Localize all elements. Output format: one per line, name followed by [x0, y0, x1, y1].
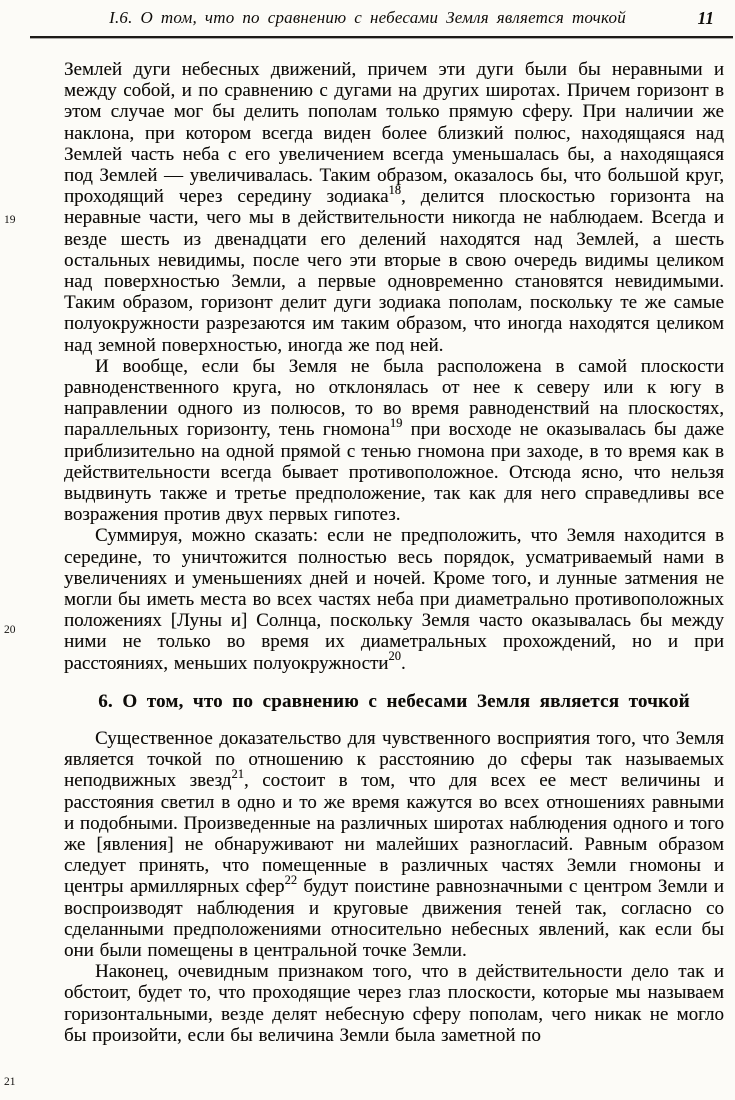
- paragraph: Наконец, очевидным признаком того, что в действительности дело так и обстоит, будет то, что проходящие через глаз плоскости, которые мы называем горизонтальными, везде делят небесную сферу пополам, чего никак не могло бы произойти, если бы величина Земли была заметной по: [64, 961, 724, 1046]
- running-header-title: I.6. О том, что по сравнению с небесами Земля является точкой: [109, 8, 626, 27]
- paragraph: Существенное доказательство для чувственного восприятия того, что Земля является точкой по отношению к расстоянию до сферы так называемых неподвижных звезд$^{21}$, состоит в том, что для всех ее мест величины и расстояния светил в одно и то же время кажутся во всех отношениях равными и подобными. Произведенные на различных широтах наблюдения одного и того же [явления] не обнаруживают ни малейших разногласий. Равным образом следует принять, что помещенные в различных частях Земли гномоны и центры армиллярных сфер$^{22}$ будут поистине равнозначными с центром Земли и воспроизводят наблюдения и круговые движения теней так, согласно со сделанными предположениями относительно небесных явлений, как если бы они были помещены в центральной точке Земли.: [64, 727, 725, 961]
- header-rule-divider: [30, 36, 733, 38]
- footnote-reference: 22: [284, 872, 298, 887]
- footnote-reference: 18: [388, 182, 402, 197]
- footnote-reference: 19: [389, 416, 403, 431]
- footnote-reference: 20: [388, 649, 401, 664]
- margin-line-number: 20: [4, 624, 16, 636]
- paragraph: Суммируя, можно сказать: если не предположить, что Земля находится в середине, то уничтожится полностью весь порядок, усматриваемый нами в увеличениях и уменьшениях дней и ночей. Кроме того, и лунные затмения не могли бы иметь места во всех частях неба при диаметрально противоположных положениях [Луны и] Солнца, поскольку Земля часто оказывалась бы между ними не только во время их диаметральных прохождений, но и при расстояниях, меньших полуокружности$^{20}$.: [64, 525, 724, 674]
- margin-line-number: 19: [4, 214, 16, 226]
- margin-line-number: 21: [4, 1076, 16, 1088]
- page-number: 11: [697, 8, 714, 28]
- footnote-reference: 21: [231, 766, 244, 781]
- paragraph: И вообще, если бы Земля не была расположена в самой плоскости равноденственного круга, но отклонялась от нее к северу или к югу в направлении одного из полюсов, то во время равноденствий на плоскостях, параллельных горизонту, тень гномона$^{19}$ при восходе не оказывалась бы даже приблизительно на одной прямой с тенью гномона при заходе, в то время как в действительности всегда бывает противоположное. Отсюда ясно, что нельзя выдвинуть также и третье предположение, так как для него справедливы все возражения против двух первых гипотез.: [64, 355, 724, 526]
- section-heading: 6. О том, что по сравнению с небесами Земля является точкой: [98, 690, 690, 712]
- paragraph: Землей дуги небесных движений, причем эти дуги были бы неравными и между собой, и по сравнению с дугами на других широтах. Причем горизонт в этом случае мог бы делить пополам только прямую сферу. При наличии же наклона, при котором всегда виден более близкий полюс, находящаяся над Землей часть неба с его увеличением всегда уменьшалась бы, а находящаяся под Землей — увеличивалась. Таким образом, оказалось бы, что большой круг, проходящий через середину зодиака$^{18}$, делится плоскостью горизонта на неравные части, чего мы в действительности никогда не наблюдаем. Всегда и везде шесть из двенадцати его делений находятся над Землей, а шесть остальных невидимы, после чего эти вторые в свою очередь видимы целиком над поверхностью Земли, а первые одновременно становятся невидимыми. Таким образом, горизонт делит дуги зодиака пополам, поскольку те же самые полуокружности разрезаются им таким образом, что иногда находятся целиком над земной поверхностью, иногда же под ней.: [64, 59, 725, 356]
- page-body-text: [64, 59, 724, 1046]
